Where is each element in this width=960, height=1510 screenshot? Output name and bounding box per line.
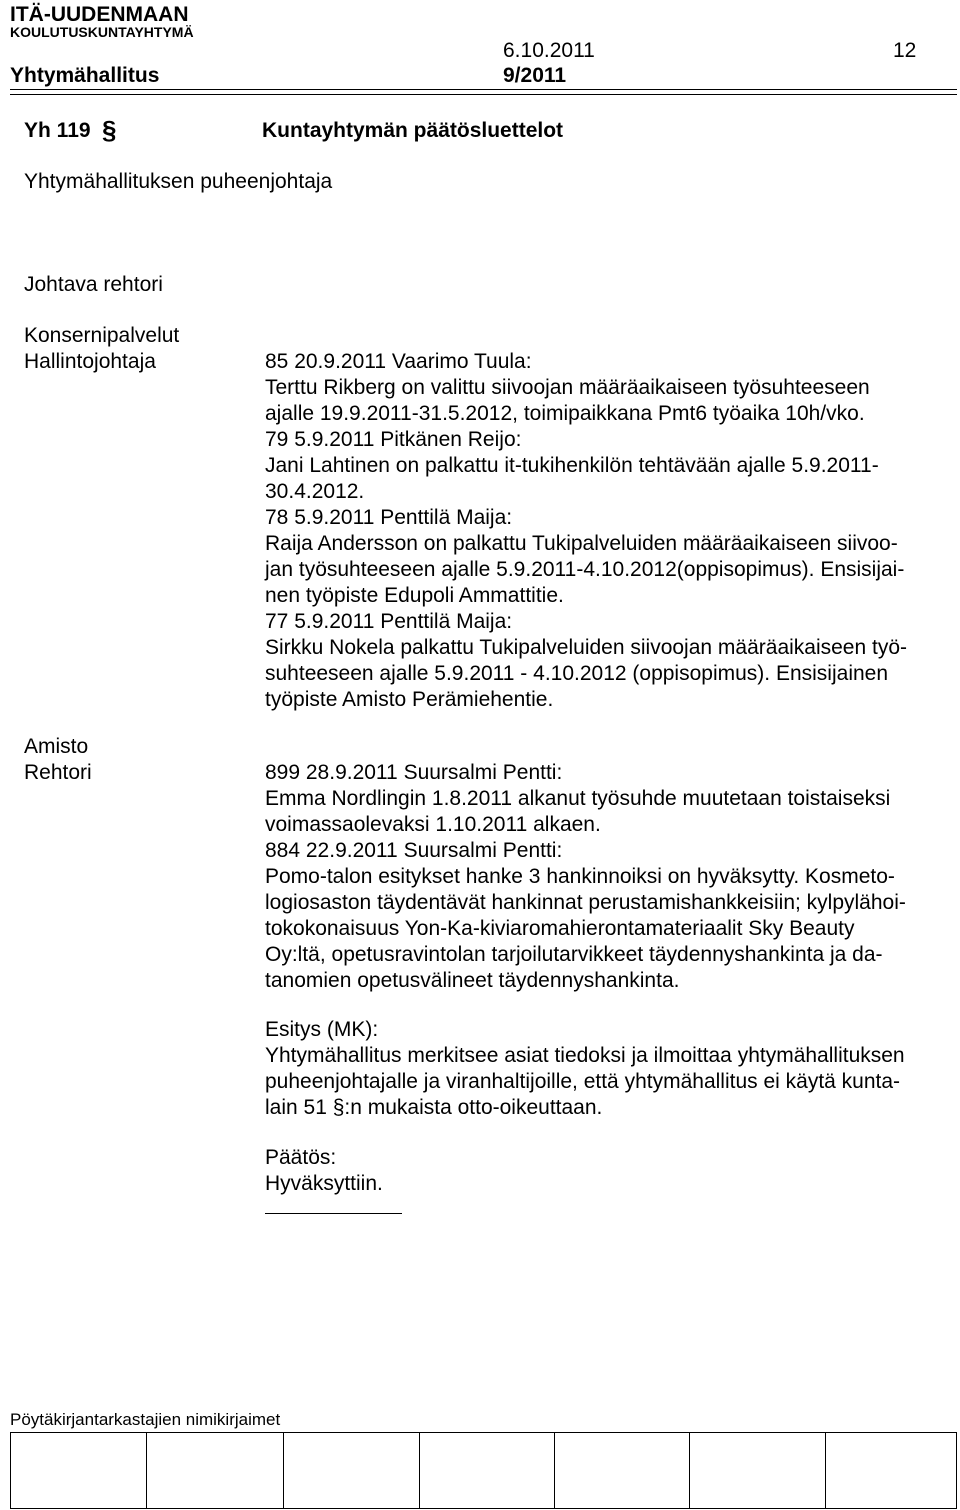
label-chair: Yhtymähallituksen puheenjohtaja	[24, 170, 333, 193]
decision-line: Oy:ltä, opetusravintolan tarjoilutarvikkeet täydennyshankinta ja da-	[265, 943, 883, 966]
governing-body-name: Yhtymähallitus	[10, 64, 160, 87]
organization-name: ITÄ-UUDENMAAN	[10, 3, 189, 26]
decision-line: Pomo-talon esitykset hanke 3 hankinnoiksi on hyväksytty. Kosmeto-	[265, 865, 895, 888]
decision-block	[265, 1145, 945, 1197]
footer-initials-label: Pöytäkirjantarkastajien nimikirjaimet	[10, 1410, 281, 1429]
admin-decisions	[265, 349, 945, 713]
decision-line: 77 5.9.2011 Penttilä Maija:	[265, 610, 513, 633]
section-symbol: §	[102, 115, 117, 145]
decision-heading: Päätös:	[265, 1146, 337, 1169]
proposal-line: Yhtymähallitus merkitsee asiat tiedoksi ja ilmoittaa yhtymähallituksen	[265, 1044, 905, 1067]
decision-line: voimassaolevaksi 1.10.2011 alkaen.	[265, 813, 601, 836]
header-divider-top	[10, 89, 957, 90]
label-admin-director: Hallintojohtaja	[24, 350, 156, 373]
initials-cell[interactable]	[826, 1433, 956, 1508]
initials-cell[interactable]	[690, 1433, 826, 1508]
organization-subtitle: KOULUTUSKUNTAYHTYMÄ	[10, 24, 194, 40]
decision-line: jan työsuhteeseen ajalle 5.9.2011-4.10.2012(oppisopimus). Ensisijai-	[265, 558, 905, 581]
decision-line: Jani Lahtinen on palkattu it-tukihenkilön tehtävään ajalle 5.9.2011-	[265, 454, 879, 477]
decision-line: 884 22.9.2011 Suursalmi Pentti:	[265, 839, 563, 862]
label-principal: Johtava rehtori	[24, 273, 163, 296]
label-rector: Rehtori	[24, 761, 92, 784]
closing-underline	[265, 1213, 402, 1214]
proposal-line: lain 51 §:n mukaista otto-oikeuttaan.	[265, 1096, 603, 1119]
meeting-number: 9/2011	[503, 64, 567, 87]
proposal-block	[265, 1017, 945, 1121]
section-title: Kuntayhtymän päätösluettelot	[262, 119, 564, 142]
initials-cell[interactable]	[284, 1433, 420, 1508]
document-date: 6.10.2011	[503, 39, 595, 62]
decision-line: suhteeseen ajalle 5.9.2011 - 4.10.2012 (oppisopimus). Ensisijainen	[265, 662, 889, 685]
decision-line: 30.4.2012.	[265, 480, 365, 503]
initials-cell[interactable]	[147, 1433, 284, 1508]
decision-line: 899 28.9.2011 Suursalmi Pentti:	[265, 761, 563, 784]
proposal-heading: Esitys (MK):	[265, 1018, 379, 1041]
page-number: 12	[893, 39, 917, 62]
decision-line: ajalle 19.9.2011-31.5.2012, toimipaikkana Pmt6 työaika 10h/vko.	[265, 402, 865, 425]
decision-text: Hyväksyttiin.	[265, 1172, 383, 1195]
decision-line: työpiste Amisto Perämiehentie.	[265, 688, 554, 711]
decision-line: Emma Nordlingin 1.8.2011 alkanut työsuhde muutetaan toistaiseksi	[265, 787, 891, 810]
initials-cell[interactable]	[555, 1433, 690, 1508]
header-divider-bottom	[10, 94, 957, 95]
initials-cell[interactable]	[11, 1433, 147, 1508]
decision-line: Raija Andersson on palkattu Tukipalveluiden määräaikaiseen siivoo-	[265, 532, 898, 555]
decision-line: tokokonaisuus Yon-Ka-kiviaromahierontamateriaalit Sky Beauty	[265, 917, 855, 940]
label-group-services: Konsernipalvelut	[24, 324, 180, 347]
decision-line: logiosaston täydentävät hankinnat perustamishankkeisiin; kylpylähoi-	[265, 891, 906, 914]
decision-line: 85 20.9.2011 Vaarimo Tuula:	[265, 350, 532, 373]
decision-line: Terttu Rikberg on valittu siivoojan määräaikaiseen työsuhteeseen	[265, 376, 870, 399]
proposal-line: puheenjohtajalle ja viranhaltijoille, että yhtymähallitus ei käytä kunta-	[265, 1070, 901, 1093]
decision-line: 79 5.9.2011 Pitkänen Reijo:	[265, 428, 522, 451]
decision-line: nen työpiste Edupoli Ammattitie.	[265, 584, 564, 607]
amisto-decisions	[265, 760, 945, 994]
decision-line: tanomien opetusvälineet täydennyshankinta.	[265, 969, 680, 992]
initials-cell[interactable]	[420, 1433, 555, 1508]
decision-line: 78 5.9.2011 Penttilä Maija:	[265, 506, 513, 529]
section-number: Yh 119	[24, 119, 91, 142]
label-amisto: Amisto	[24, 735, 89, 758]
decision-line: Sirkku Nokela palkattu Tukipalveluiden siivoojan määräaikaiseen työ-	[265, 636, 908, 659]
initials-box	[10, 1432, 957, 1509]
